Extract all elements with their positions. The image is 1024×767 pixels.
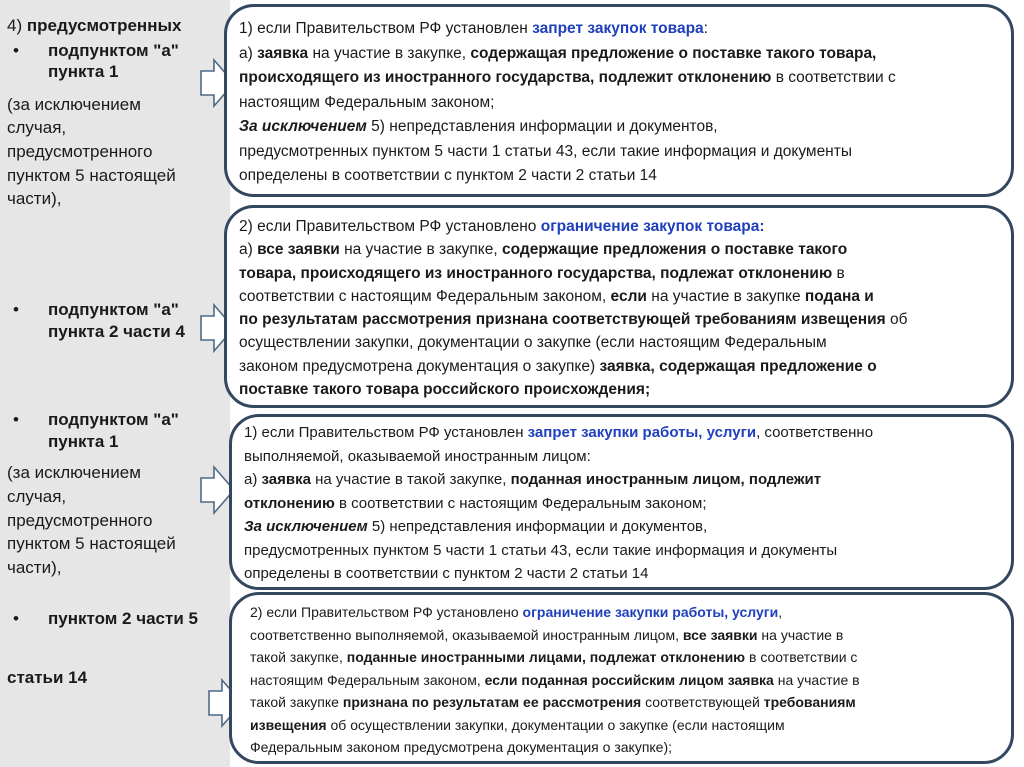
group2-line2: пункта 2 части 4	[48, 322, 185, 341]
group1-line2: пункта 1	[48, 62, 119, 81]
exception1-line: предусмотренного	[7, 142, 153, 161]
exception2-line: предусмотренного	[7, 511, 153, 530]
group3-line1: подпунктом "а"	[48, 410, 179, 429]
exception2-line: пунктом 5 настоящей	[7, 534, 176, 553]
bullet-4: •	[13, 609, 19, 628]
group4-line1: пунктом 2 части 5	[48, 609, 198, 628]
exception1-line: части),	[7, 189, 62, 208]
bullet-2: •	[13, 300, 19, 319]
item-heading: 4) предусмотренных	[7, 16, 182, 35]
box4-text: 2) если Правительством РФ установлено ограничение закупки работы, услуги, соответственно выполняемой, оказываемой иностранным лицом, все заявки на участие в такой закупке, поданные иностранными лицами, подлежат отклонению в соответствии с настоящим Федеральным законом, если поданная российским лицом заявка на участие в такой закупке признана по результатам ее рассмотрения соответствующей требованиям извещения об осуществлении закупки, документации о закупке (если настоящим Федеральным законом предусмотрена документация о закупке);	[250, 604, 860, 755]
box1-text: 1) если Правительством РФ установлен запрет закупок товара: а) заявка на участие в закупке, содержащая предложение о поставке такого товара, происходящего из иностранного государства, подлежит отклонению в соответствии с настоящим Федеральным законом; За исключением 5) непредставления информации и документов, предусмотренных пунктом 5 части 1 статьи 43, если такие информация и документы определены в соответствии с пунктом 2 части 2 статьи 14	[239, 20, 896, 184]
exception1-line: пунктом 5 настоящей	[7, 166, 176, 185]
rule-box-services-restriction	[229, 592, 1014, 764]
exception1-line: (за исключением	[7, 95, 141, 114]
bullet-3: •	[13, 410, 19, 429]
group2-line1: подпунктом "а"	[48, 300, 179, 319]
group1-line1: подпунктом "а"	[48, 41, 179, 60]
footer-article: статьи 14	[7, 668, 88, 687]
left-panel	[0, 0, 230, 767]
rule-box-goods-ban	[224, 4, 1014, 197]
exception2-line: случая,	[7, 487, 67, 506]
rule-box-services-ban	[229, 414, 1014, 590]
group3-line2: пункта 1	[48, 432, 119, 451]
box3-text: 1) если Правительством РФ установлен запрет закупки работы, услуги, соответственно выполняемой, оказываемой иностранным лицом: а) заявка на участие в такой закупке, поданная иностранным лицом, подлежит отклонению в соответствии с настоящим Федеральным законом; За исключением 5) непредставления информации и документов, предусмотренных пунктом 5 части 1 статьи 43, если такие информация и документы определены в соответствии с пунктом 2 части 2 статьи 14	[244, 424, 874, 582]
bullet-1: •	[13, 41, 19, 60]
exception2-line: части),	[7, 558, 62, 577]
box2-text: 2) если Правительством РФ установлено ограничение закупок товара: а) все заявки на участие в закупке, содержащие предложения о поставке такого товара, происходящего из иностранного государства, подлежат отклонению в соответствии с настоящим Федеральным законом, если на участие в закупке подана и по результатам рассмотрения признана соответствующей требованиям извещения об осуществлении закупки, документации о закупке (если настоящим Федеральным законом предусмотрена документация о закупке) заявка, содержащая предложение о поставке такого товара российского происхождения;	[239, 218, 908, 399]
exception1-line: случая,	[7, 118, 67, 137]
exception2-line: (за исключением	[7, 463, 141, 482]
rule-box-goods-restriction	[224, 205, 1014, 408]
